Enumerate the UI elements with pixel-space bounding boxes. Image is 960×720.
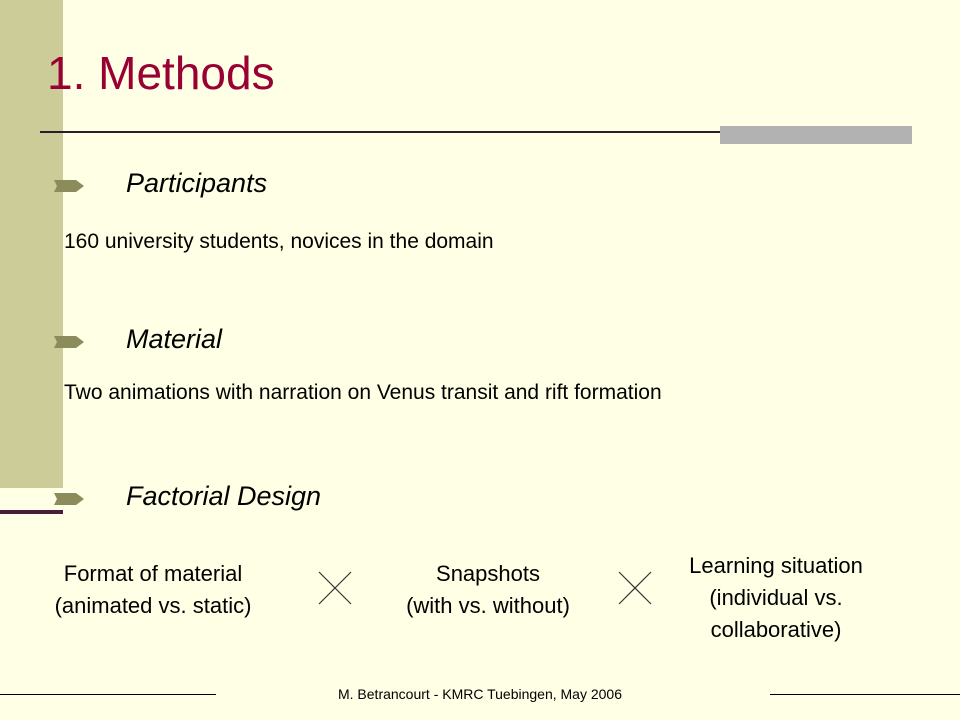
factor-snapshots-levels: (with vs. without) bbox=[406, 593, 570, 618]
factor-snapshots bbox=[378, 558, 598, 622]
factor-format-levels: (animated vs. static) bbox=[54, 593, 252, 618]
times-icon bbox=[318, 571, 352, 605]
times-icon bbox=[618, 571, 652, 605]
arrow-bullet-icon bbox=[54, 336, 84, 348]
factor-learning-name: Learning situation bbox=[689, 553, 863, 578]
arrow-bullet-icon bbox=[54, 180, 84, 192]
heading-material: Material bbox=[126, 324, 223, 354]
factor-learning-levels-2: collaborative) bbox=[710, 617, 842, 642]
factor-learning-situation bbox=[656, 550, 896, 646]
factor-snapshots-name: Snapshots bbox=[436, 561, 540, 586]
slide-footer: M. Betrancourt - KMRC Tuebingen, May 2006 bbox=[337, 686, 623, 702]
material-text: Two animations with narration on Venus transit and rift formation bbox=[64, 381, 662, 404]
slide-title: 1. Methods bbox=[47, 47, 275, 99]
heading-participants: Participants bbox=[126, 168, 268, 198]
factor-format-name: Format of material bbox=[63, 561, 243, 586]
title-underline-accent bbox=[720, 126, 912, 144]
heading-factorial-design: Factorial Design bbox=[126, 481, 322, 511]
participants-text: 160 university students, novices in the domain bbox=[64, 230, 494, 253]
arrow-bullet-icon bbox=[54, 493, 84, 505]
left-accent-rule bbox=[0, 510, 63, 514]
factor-learning-levels-1: (individual vs. bbox=[709, 585, 843, 610]
factor-format bbox=[28, 558, 278, 622]
